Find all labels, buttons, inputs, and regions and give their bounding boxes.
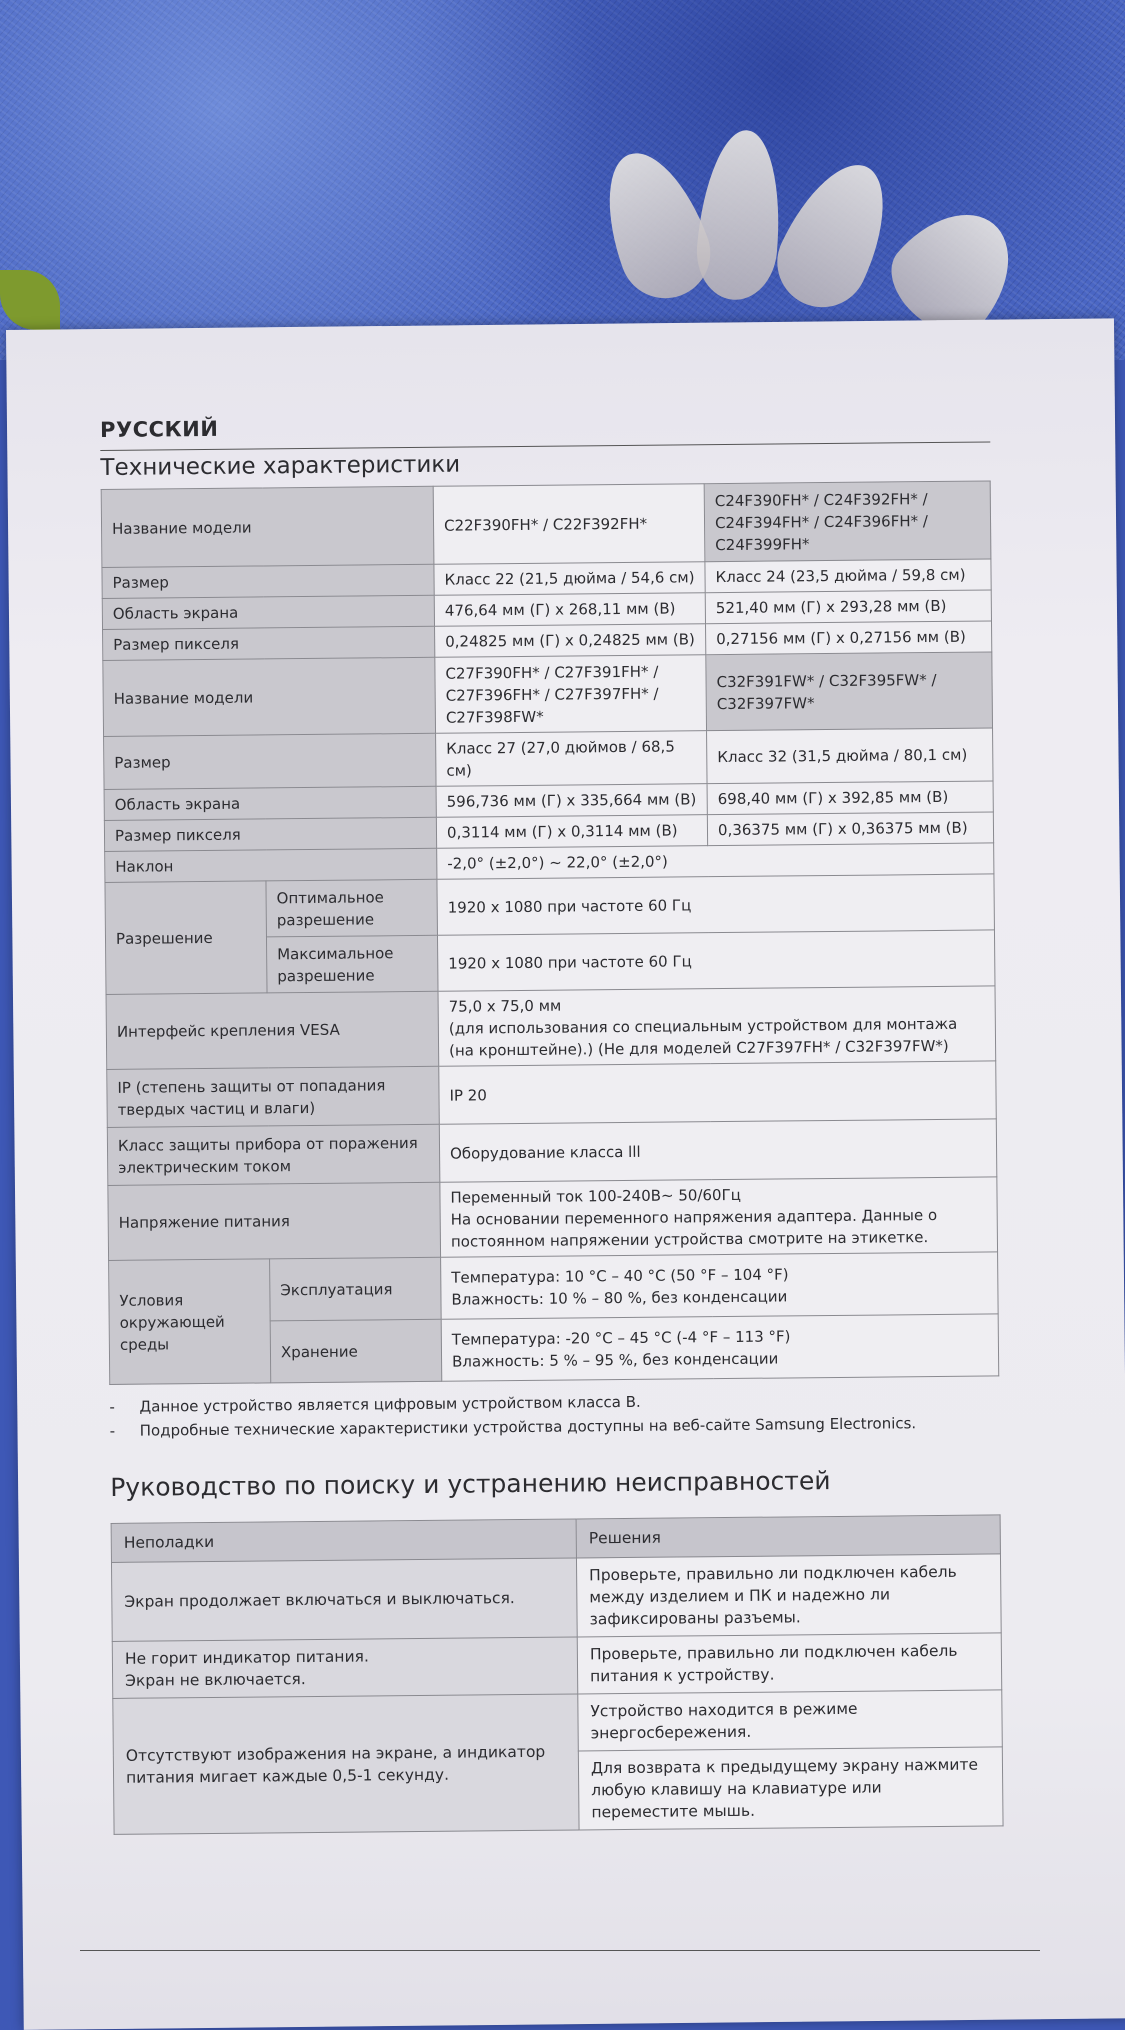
area-label: Область экрана <box>104 786 436 820</box>
tilt-label: Наклон <box>105 848 437 882</box>
vesa-note: (для использования со специальным устройством для монтажа (на кронштейне).) (Не для моделей C27F397FH* / C32F397FW*) <box>448 1014 958 1060</box>
electric-class-value: Оборудование класса lll <box>439 1119 997 1182</box>
solution-cell: Устройство находится в режиме энергосбережения. <box>578 1690 1003 1751</box>
note-item: - Данное устройство является цифровым устройством класса B. <box>109 1386 999 1419</box>
area-value-2: 698,40 мм (Г) x 392,85 мм (В) <box>707 781 993 815</box>
environment-operation-value <box>441 1252 999 1319</box>
table-row <box>109 1252 999 1323</box>
pixel-value-1: 0,24825 мм (Г) x 0,24825 мм (В) <box>435 624 706 658</box>
troubleshoot-table <box>111 1514 1004 1835</box>
power-ac: Переменный ток 100-240В~ 50/60Гц <box>450 1185 741 1207</box>
solution-column-header: Решения <box>576 1515 1000 1558</box>
ip-value: IP 20 <box>439 1061 997 1124</box>
environment-label: Условия окружающей среды <box>109 1259 271 1385</box>
model-label: Название модели <box>101 486 434 567</box>
area-value-1: 596,736 мм (Г) x 335,664 мм (В) <box>436 784 707 818</box>
table-row <box>101 481 991 568</box>
solution-cell: Для возврата к предыдущему экрану нажмите любую клавишу на клавиатуре или переместите мышь. <box>578 1747 1003 1830</box>
problem-line: Не горит индикатор питания. <box>124 1647 369 1668</box>
vesa-value <box>438 986 996 1066</box>
leaf-pattern <box>0 270 60 330</box>
size-value-2: Класс 32 (31,5 дюйма / 80,1 см) <box>707 728 993 784</box>
table-row <box>113 1690 1003 1756</box>
table-row <box>112 1633 1002 1699</box>
problem-line: Экран не включается. <box>125 1670 306 1690</box>
storage-humidity: Влажность: 5 % – 95 %, без конденсации <box>451 1349 779 1371</box>
resolution-optimal-value: 1920 x 1080 при частоте 60 Гц <box>437 874 995 935</box>
power-value <box>440 1177 998 1257</box>
size-label: Размер <box>104 733 436 789</box>
note-item: - Подробные технические характеристики устройства доступны на веб-сайте Samsung Electronics. <box>110 1410 1000 1443</box>
table-row <box>108 1177 998 1261</box>
pixel-value-1: 0,3114 мм (Г) x 0,3114 мм (В) <box>436 815 707 849</box>
model-label: Название модели <box>103 657 436 736</box>
pixel-label: Размер пикселя <box>104 817 436 851</box>
power-note: На основании переменного напряжения адаптера. Данные о постоянном напряжении устройства смотрите на этикетке. <box>450 1206 938 1251</box>
table-row <box>111 1554 1001 1642</box>
spec-title: Технические характеристики <box>100 451 461 481</box>
resolution-optimal-label: Оптимальное разрешение <box>266 879 438 937</box>
environment-storage-label: Хранение <box>270 1319 442 1383</box>
vesa-label: Интерфейс крепления VESA <box>106 991 439 1069</box>
table-row <box>103 652 993 737</box>
pixel-label: Размер пикселя <box>103 626 435 660</box>
vesa-size: 75,0 x 75,0 мм <box>448 996 562 1016</box>
divider <box>80 1950 1040 1951</box>
resolution-label: Разрешение <box>105 881 267 995</box>
operation-temperature: Температура: 10 °C – 40 °C (50 °F – 104 °F) <box>451 1264 789 1287</box>
table-row <box>106 986 996 1070</box>
table-row <box>107 1119 997 1186</box>
area-value-1: 476,64 мм (Г) x 268,11 мм (В) <box>434 593 705 627</box>
size-value-1: Класс 22 (21,5 дюйма / 54,6 см) <box>434 562 705 596</box>
model-value-1: C22F390FH* / C22F392FH* <box>433 484 705 565</box>
ip-label: IP (степень защиты от попадания твердых частиц и влаги) <box>107 1066 440 1127</box>
operation-humidity: Влажность: 10 % – 80 %, без конденсации <box>451 1286 788 1309</box>
table-row <box>107 1061 997 1128</box>
document-content <box>100 409 1004 1834</box>
electric-class-label: Класс защиты прибора от поражения электрическим током <box>107 1124 440 1185</box>
language-heading: РУССКИЙ <box>100 416 219 442</box>
environment-operation-label: Эксплуатация <box>270 1257 442 1321</box>
fabric-background <box>0 0 1125 360</box>
problem-cell: Отсутствуют изображения на экране, а индикатор питания мигает каждые 0,5-1 секунду. <box>113 1694 579 1834</box>
problem-cell <box>112 1637 578 1698</box>
solution-cell: Проверьте, правильно ли подключен кабель питания к устройству. <box>577 1633 1002 1694</box>
model-value-2: C24F390FH* / C24F392FH* / C24F394FH* / C24F396FH* / C24F399FH* <box>704 481 991 562</box>
pixel-value-2: 0,36375 мм (Г) x 0,36375 мм (В) <box>707 812 993 846</box>
flower-pattern <box>763 148 908 322</box>
solution-cell: Проверьте, правильно ли подключен кабель между изделием и ПК и надежно ли зафиксированы разъемы. <box>576 1554 1001 1637</box>
tilt-value: -2,0° (±2,0°) ~ 22,0° (±2,0°) <box>437 843 994 879</box>
table-row <box>105 874 994 939</box>
flower-pattern <box>693 127 788 303</box>
area-value-2: 521,40 мм (Г) x 293,28 мм (В) <box>705 590 991 624</box>
size-value-1: Класс 27 (27,0 дюймов / 68,5 см) <box>436 731 707 787</box>
size-label: Размер <box>102 564 434 598</box>
resolution-max-value: 1920 x 1080 при частоте 60 Гц <box>437 930 995 991</box>
table-row <box>104 728 993 790</box>
problem-column-header: Неполадки <box>111 1519 576 1562</box>
spec-notes <box>109 1386 999 1443</box>
area-label: Область экрана <box>102 595 434 629</box>
pixel-value-2: 0,27156 мм (Г) x 0,27156 мм (В) <box>706 621 992 655</box>
resolution-max-label: Максимальное разрешение <box>266 935 438 993</box>
environment-storage-value <box>441 1314 999 1381</box>
model-value-2: C32F391FW* / C32F395FW* / C32F397FW* <box>706 652 993 731</box>
model-value-1: C27F390FH* / C27F391FH* / C27F396FH* / C27F397FH* / C27F398FW* <box>435 655 707 734</box>
spec-table <box>101 480 1000 1385</box>
problem-cell: Экран продолжает включаться и выключаться. <box>111 1558 577 1641</box>
power-label: Напряжение питания <box>108 1182 441 1260</box>
storage-temperature: Температура: -20 °C – 45 °C (-4 °F – 113 °F) <box>451 1326 791 1349</box>
size-value-2: Класс 24 (23,5 дюйма / 59,8 см) <box>705 559 991 593</box>
troubleshoot-title: Руководство по поиску и устранению неисправностей <box>110 1466 831 1502</box>
